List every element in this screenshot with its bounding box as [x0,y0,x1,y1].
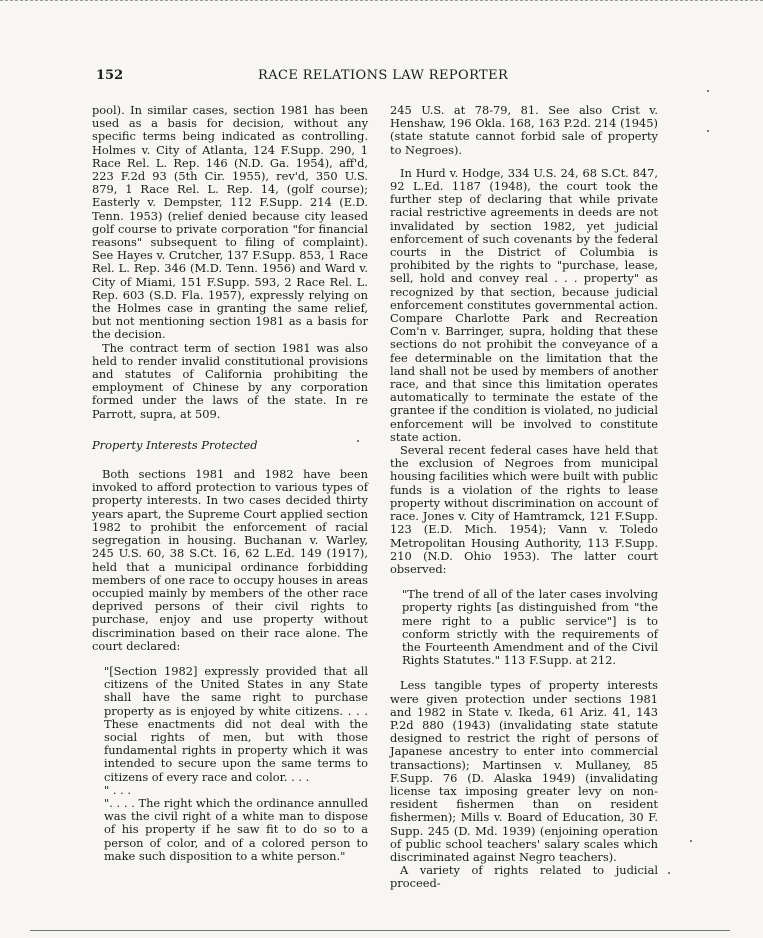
left-paragraph-3: Both sections 1981 and 1982 have been invoked to afford protection to various types of property interests. In two cases decided thirty years apart, the Supreme Court applied section 1982 to prohibit the enforcement of racial segregation in housing. Buchanan v. Warley, 245 U.S. 60, 38 S.Ct. 16, 62 L.Ed. 149 (1917), held that a municipal ordinance forbidding members of one race to occupy houses in areas occupied mainly by members of the other race deprived persons of their civil rights to purchase, enjoy and use property without discrimination based on their race alone. The court declared: [92,467,368,653]
left-block-quote [104,665,368,863]
left-column [92,104,368,875]
left-paragraph-2: The contract term of section 1981 was also held to render invalid constitutional provisions and statutes of California prohibiting the employment of Chinese by any corporation formed under the laws of the state. In re Parrott, supra, at 509. [92,340,368,421]
running-title: RACE RELATIONS LAW REPORTER [258,68,509,83]
scan-speck [668,872,670,874]
scan-top-border [0,0,763,5]
right-paragraph-1: 245 U.S. at 78-79, 81. See also Crist v. Henshaw, 196 Okla. 168, 163 P.2d. 214 (1945) (state statute cannot forbid sale of property to Negroes). [390,103,658,157]
page-number: 152 [96,68,124,83]
section-heading: Property Interests Protected [92,437,258,452]
scan-speck [690,840,692,842]
right-paragraph-4: Less tangible types of property interests were given protection under sections 1981 and 1982 in State v. Ikeda, 61 Ariz. 41, 143 P.2d 880 (1943) (invalidating state statute designed to restrict the right of persons of Japanese ancestry to enter into commercial transactions); Martinsen v. Mullaney, 85 F.Supp. 76 (D. Alaska 1949) (invalidating license tax imposing greater levy on non-resident fishermen than on resident fishermen); Mills v. Board of Education, 30 F. Supp. 245 (D. Md. 1939) (enjoining operation of public school teachers' salary scales which discriminated against Negro teachers). [390,678,658,864]
left-paragraph-1: pool). In similar cases, section 1981 has been used as a basis for decision, without any specific terms being indicated as controlling. Holmes v. City of Atlanta, 124 F.Supp. 290, 1 Race Rel. L. Rep. 146 (N.D. Ga. 1954), aff'd, 223 F.2d 93 (5th Cir. 1955), rev'd, 350 U.S. 879, 1 Race Rel. L. Rep. 14, (golf course); Easterly v. Dempster, 112 F.Supp. 214 (E.D. Tenn. 1953) (relief denied because city leased golf course to private corporation "for financial reasons" subsequent to filing of complaint). See Hayes v. Crutcher, 137 F.Supp. 853, 1 Race Rel. L. Rep. 346 (M.D. Tenn. 1956) and Ward v. City of Miami, 151 F.Supp. 593, 2 Race Rel. L. Rep. 603 (S.D. Fla. 1957), expressly relying on the Holmes case in granting the same relief, but not mentioning section 1981 as a basis for the decision. [92,103,368,342]
quote-part-3: ". . . . The right which the ordinance annulled was the civil right of a white man to dispose of his property if he saw fit to do so to a person of color, and of a colored person to make such disposition to a white person." [104,795,368,863]
quote-part-1: "[Section 1982] expressly provided that all citizens of the United States in any State shall have the same right to purchase property as is enjoyed by white citizens. . . . These enactments did not deal with the social rights of men, but with those fundamental rights in property which it was intended to secure upon the same terms to citizens of every race and color. . . . [104,663,368,784]
scan-speck [707,90,709,92]
quote-part-2: " . . . [104,782,131,797]
right-column [390,104,658,891]
right-paragraph-3: Several recent federal cases have held that the exclusion of Negroes from municipal housing facilities which were built with public funds is a violation of the rights to lease property without discrimination on account of race. Jones v. City of Hamtramck, 121 F.Supp. 123 (E.D. Mich. 1954); Vann v. Toledo Metropolitan Housing Authority, 113 F.Supp. 210 (N.D. Ohio 1953). The latter court observed: [390,443,658,576]
right-paragraph-5: A variety of rights related to judicial proceed- [390,863,658,891]
scan-bottom-line [30,930,730,932]
scan-speck [357,440,359,442]
right-paragraph-2: In Hurd v. Hodge, 334 U.S. 24, 68 S.Ct. 847, 92 L.Ed. 1187 (1948), the court took the further step of declaring that while private racial restrictive agreements in deeds are not invalidated by section 1982, yet judicial enforcement of such covenants by the federal courts in the District of Columbia is prohibited by the rights to "purchase, lease, sell, hold and convey real . . . property" as recognized by that section, because judicial enforcement constitutes governmental action. Compare Charlotte Park and Recreation Com'n v. Barringer, supra, holding that these sections do not prohibit the conveyance of a fee determinable on the limitation that the land shall not be used by members of another race, and that since this limitation operates automatically to terminate the estate of the grantee if the condition is violated, no judicial enforcement will be involved to constitute state action. [390,165,658,444]
right-block-quote: "The trend of all of the later cases involving property rights [as distinguished from "the mere right to a public service"] is to conform strictly with the requirements of the Fourteenth Amendment and of the Civil Rights Statutes." 113 F.Supp. at 212. [402,587,658,668]
scan-speck [707,130,709,132]
